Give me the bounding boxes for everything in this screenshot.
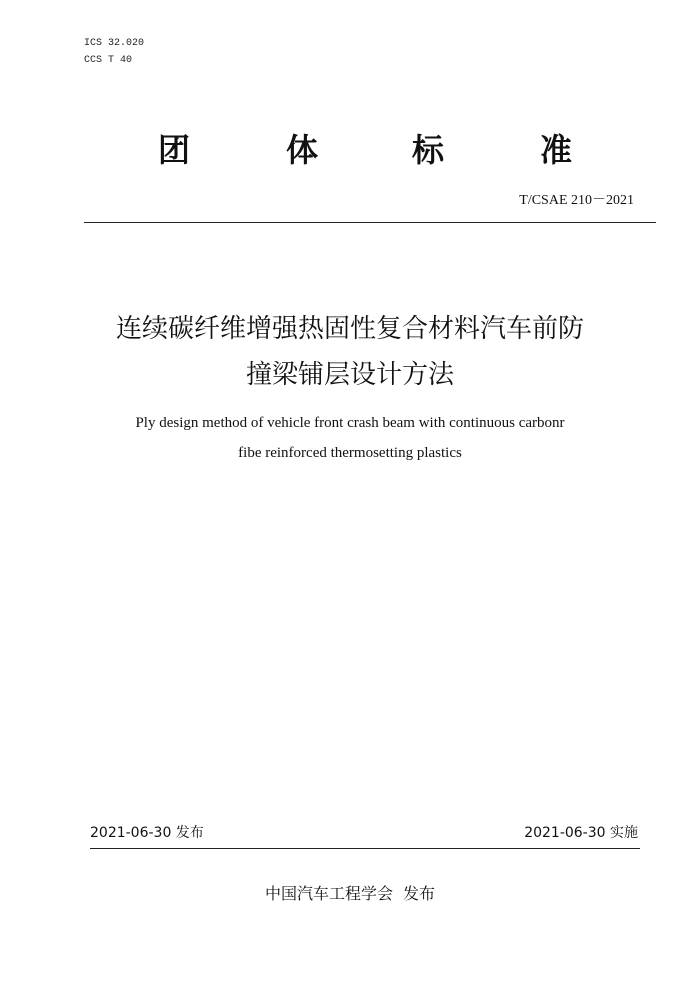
title-chinese-line-2: 撞梁铺层设计方法 <box>245 360 454 390</box>
standard-type-char-3: 标 <box>412 131 445 169</box>
title-chinese <box>0 306 700 398</box>
ccs-code: CCS T 40 <box>84 55 133 66</box>
title-chinese-line-1: 连续碳纤维增强热固性复合材料汽车前防 <box>115 314 584 344</box>
publisher-line <box>0 882 700 906</box>
standard-number: T/CSAE 210－2021 <box>519 193 634 208</box>
publisher-name: 中国汽车工程学会 <box>264 884 393 903</box>
title-english <box>0 408 700 468</box>
standard-type-heading <box>0 128 700 172</box>
standard-type-char-2: 体 <box>286 131 319 169</box>
issue-date: 2021-06-30 发布 <box>90 825 204 841</box>
standard-type-char-1: 团 <box>158 131 191 169</box>
ics-code: ICS 32.020 <box>84 38 145 49</box>
header-divider <box>84 222 656 223</box>
title-english-line-1: Ply design method of vehicle front crash beam with continuous carbonr <box>135 415 565 431</box>
standard-type-char-4: 准 <box>540 131 573 169</box>
title-english-line-2: fibe reinforced thermosetting plastics <box>238 445 462 461</box>
publisher-action: 发布 <box>403 884 436 903</box>
implementation-date: 2021-06-30 实施 <box>524 825 638 841</box>
footer-divider <box>90 848 640 849</box>
